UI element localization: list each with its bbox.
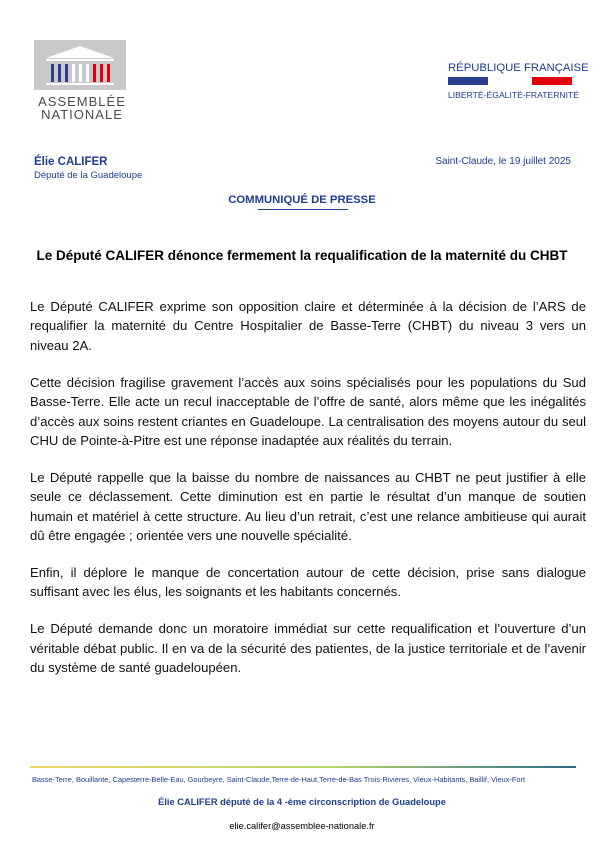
- assemblee-nationale-logo: [34, 40, 130, 124]
- paragraph: Cette décision fragilise gravement l’accès aux soins spécialisés pour les populations du Sud Basse-Terre. Elle acte un recul inacceptable de l’offre de santé, alors même que les inégalités d’accès aux soins restent criantes en Guadeloupe. La centralisation des moyens autour du seul CHU de Pointe-à-Pitre est une réponse inadaptée aux réalités du terrain.: [30, 374, 586, 448]
- deputy-name: Élie CALIFER: [34, 156, 108, 168]
- rf-motto: LIBERTÉ-ÉGALITÉ-FRATERNITÉ: [448, 90, 579, 100]
- footer-divider: [30, 766, 576, 768]
- paragraph: Le Député rappelle que la baisse du nombre de naissances au CHBT ne peut justifier à elle seule ce déclassement. Cette diminution est en partie le résultat d’un manque de soutien humain et matériel à cette structure. Au lieu d’un retrait, c’est une relance ambitieuse qui aurait dû être engagée ; orientée vers une nouvelle spécialité.: [30, 469, 586, 544]
- flag-white: [488, 77, 532, 85]
- paragraph: Le Député demande donc un moratoire immédiat sur cette requalification et l’ouverture d’un véritable débat public. Il en va de la sécurité des patientes, de la justice territoriale et de l’avenir du système de santé guadeloupéen.: [30, 621, 586, 676]
- body-text: [30, 297, 586, 695]
- republique-francaise-block: [448, 62, 589, 104]
- paragraph: Le Député CALIFER exprime son opposition claire et déterminée à la décision de l’ARS de requalifier la maternité du Centre Hospitalier de Basse-Terre (CHBT) du niveau 3 vers un niveau 2A.: [30, 299, 586, 353]
- letter-date: Saint-Claude, le 19 juillet 2025: [435, 156, 571, 167]
- hemicycle-emblem-icon: [34, 40, 126, 90]
- paragraph: Enfin, il déplore le manque de concertation autour de cette décision, prise sans dialogue suffisant avec les élus, les soignants et les habitants concernés.: [30, 564, 586, 600]
- headline: Le Député CALIFER dénonce fermement la requalification de la maternité du CHBT: [36, 248, 568, 263]
- press-release-label: COMMUNIQUÉ DE PRESSE: [228, 194, 376, 206]
- logo-text: [34, 95, 130, 121]
- press-label-underline: [258, 209, 348, 210]
- footer-towns: Basse-Terre, Bouillante, Capesterre-Belle-Eau, Gourbeyre, Saint-Claude,Terre-de-Haut,Terre-de-Bas Trois-Rivières, Vieux-Habitants, Baillif, Vieux-Fort: [32, 775, 526, 784]
- logo-line-2: NATIONALE: [41, 107, 123, 122]
- rf-title: RÉPUBLIQUE FRANÇAISE: [448, 62, 589, 74]
- footer-circonscription: Élie CALIFER député de la 4 -ème circonscription de Guadeloupe: [158, 797, 446, 807]
- flag-blue: [448, 77, 488, 85]
- deputy-title: Député de la Guadeloupe: [34, 170, 143, 181]
- footer-email[interactable]: elie.califer@assemblee-nationale.fr: [229, 821, 375, 831]
- flag-red: [532, 77, 572, 85]
- logo-line-1: ASSEMBLÉE: [38, 94, 126, 109]
- tricolor-flag-icon: [448, 77, 572, 85]
